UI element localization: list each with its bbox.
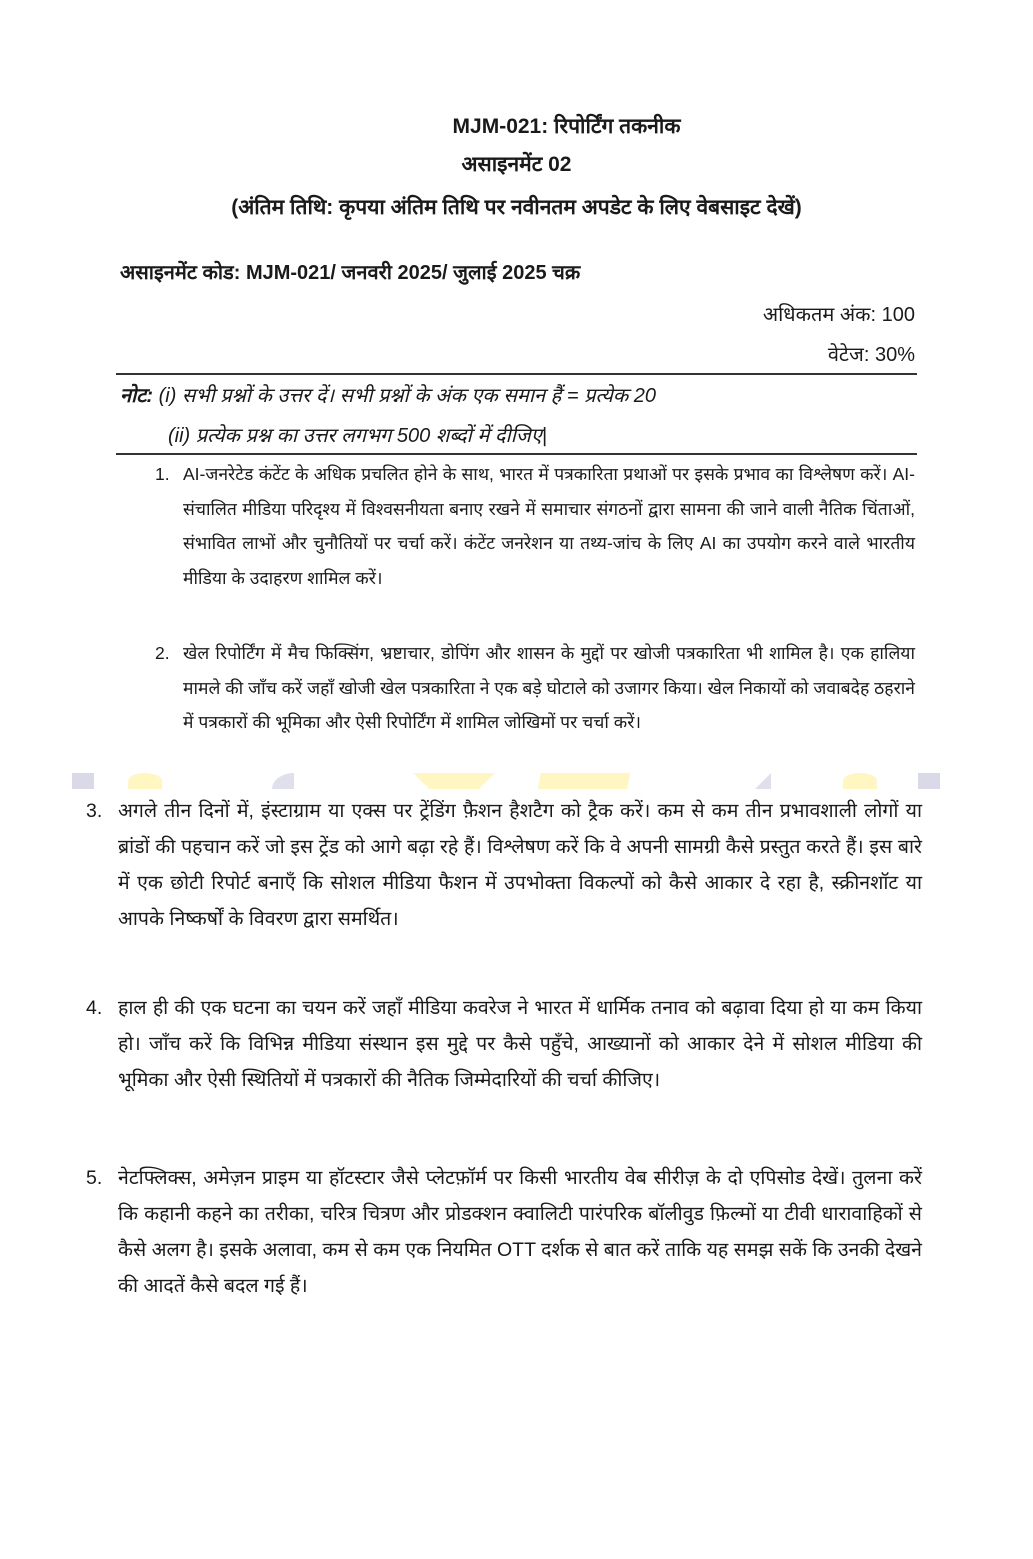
- question-3: [86, 793, 922, 937]
- note-line-2: (ii) प्रत्येक प्रश्न का उत्तर लगभग 500 शब्दों में दीजिए|: [168, 425, 547, 447]
- question-1: [155, 457, 915, 595]
- question-number: 5.: [86, 1167, 103, 1189]
- divider-top: [116, 373, 917, 375]
- question-text: हाल ही की एक घटना का चयन करें जहाँ मीडिया कवरेज ने भारत में धार्मिक तनाव को बढ़ावा दिया हो या कम किया हो। जाँच करें कि विभिन्न मीडिया संस्थान इस मुद्दे पर कैसे पहुँचे, आख्यानों को आकार देने में सोशल मीडिया की भूमिका और ऐसी स्थितियों में पत्रकारों की नैतिक जिम्मेदारियों की चर्चा कीजिए।: [118, 997, 922, 1091]
- max-marks: अधिकतम अंक: 100: [762, 304, 915, 326]
- question-number: 2.: [155, 643, 170, 663]
- watermark-shape: [413, 773, 495, 789]
- question-4: [86, 990, 922, 1098]
- watermark-shape: [538, 773, 630, 789]
- question-2: [155, 636, 915, 740]
- watermark-shape: [272, 773, 294, 789]
- note-line-1: [120, 381, 656, 408]
- watermark-shape: [755, 773, 771, 789]
- course-title: MJM-021: रिपोर्टिंग तकनीक: [452, 115, 681, 138]
- note-label: नोट:: [120, 385, 154, 407]
- watermark-block: [918, 773, 940, 789]
- question-number: 3.: [86, 800, 103, 822]
- question-number: 4.: [86, 997, 103, 1019]
- assignment-title: असाइनमेंट 02: [461, 153, 572, 176]
- question-text: खेल रिपोर्टिंग में मैच फिक्सिंग, भ्रष्टाचार, डोपिंग और शासन के मुद्दों पर खोजी पत्रकारिता भी शामिल है। एक हालिया मामले की जाँच करें जहाँ खोजी खेल पत्रकारिता ने एक बड़े घोटाले को उजागर किया। खेल निकायों को जवाबदेह ठहराने में पत्रकारों की भूमिका और ऐसी रिपोर्टिंग में शामिल जोखिमों पर चर्चा करें।: [183, 643, 915, 732]
- assignment-code: असाइनमेंट कोड: MJM-021/ जनवरी 2025/ जुलाई 2025 चक्र: [120, 262, 581, 284]
- note-text-1: (i) सभी प्रश्नों के उत्तर दें। सभी प्रश्नों के अंक एक समान हैं = प्रत्येक 20: [158, 385, 657, 407]
- watermark-shape: [843, 773, 877, 789]
- question-text: AI-जनरेटेड कंटेंट के अधिक प्रचलित होने के साथ, भारत में पत्रकारिता प्रथाओं पर इसके प्रभाव का विश्लेषण करें। AI-संचालित मीडिया परिदृश्य में विश्वसनीयता बनाए रखने में समाचार संगठनों द्वारा सामना की जाने वाली नैतिक चिंताओं, संभावित लाभों और चुनौतियों पर चर्चा करें। कंटेंट जनरेशन या तथ्य-जांच के लिए AI का उपयोग करने वाले भारतीय मीडिया के उदाहरण शामिल करें।: [183, 464, 915, 588]
- question-text: नेटफ्लिक्स, अमेज़न प्राइम या हॉटस्टार जैसे प्लेटफ़ॉर्म पर किसी भारतीय वेब सीरीज़ के दो एपिसोड देखें। तुलना करें कि कहानी कहने का तरीका, चरित्र चित्रण और प्रोडक्शन क्वालिटी पारंपरिक बॉलीवुड फ़िल्मों या टीवी धारावाहिकों से कैसे अलग है। इसके अलावा, कम से कम एक नियमित OTT दर्शक से बात करें ताकि यह समझ सकें कि उनकी देखने की आदतें कैसे बदल गई हैं।: [118, 1167, 922, 1297]
- watermark-block: [72, 773, 94, 789]
- question-text: अगले तीन दिनों में, इंस्टाग्राम या एक्स पर ट्रेंडिंग फ़ैशन हैशटैग को ट्रैक करें। कम से कम तीन प्रभावशाली लोगों या ब्रांडों की पहचान करें जो इस ट्रेंड को आगे बढ़ा रहे हैं। विश्लेषण करें कि वे अपनी सामग्री कैसे प्रस्तुत करते हैं। इस बारे में एक छोटी रिपोर्ट बनाएँ कि सोशल मीडिया फैशन में उपभोक्ता विकल्पों को कैसे आकार दे रहा है, स्क्रीनशॉट या आपके निष्कर्षों के विवरण द्वारा समर्थित।: [118, 800, 922, 930]
- due-date-note: (अंतिम तिथि: कृपया अंतिम तिथि पर नवीनतम अपडेट के लिए वेबसाइट देखें): [231, 196, 802, 219]
- watermark-shape: [128, 773, 162, 789]
- question-number: 1.: [155, 464, 170, 484]
- question-5: [86, 1160, 922, 1304]
- weightage: वेटेज: 30%: [827, 344, 915, 366]
- divider-bottom: [116, 453, 917, 455]
